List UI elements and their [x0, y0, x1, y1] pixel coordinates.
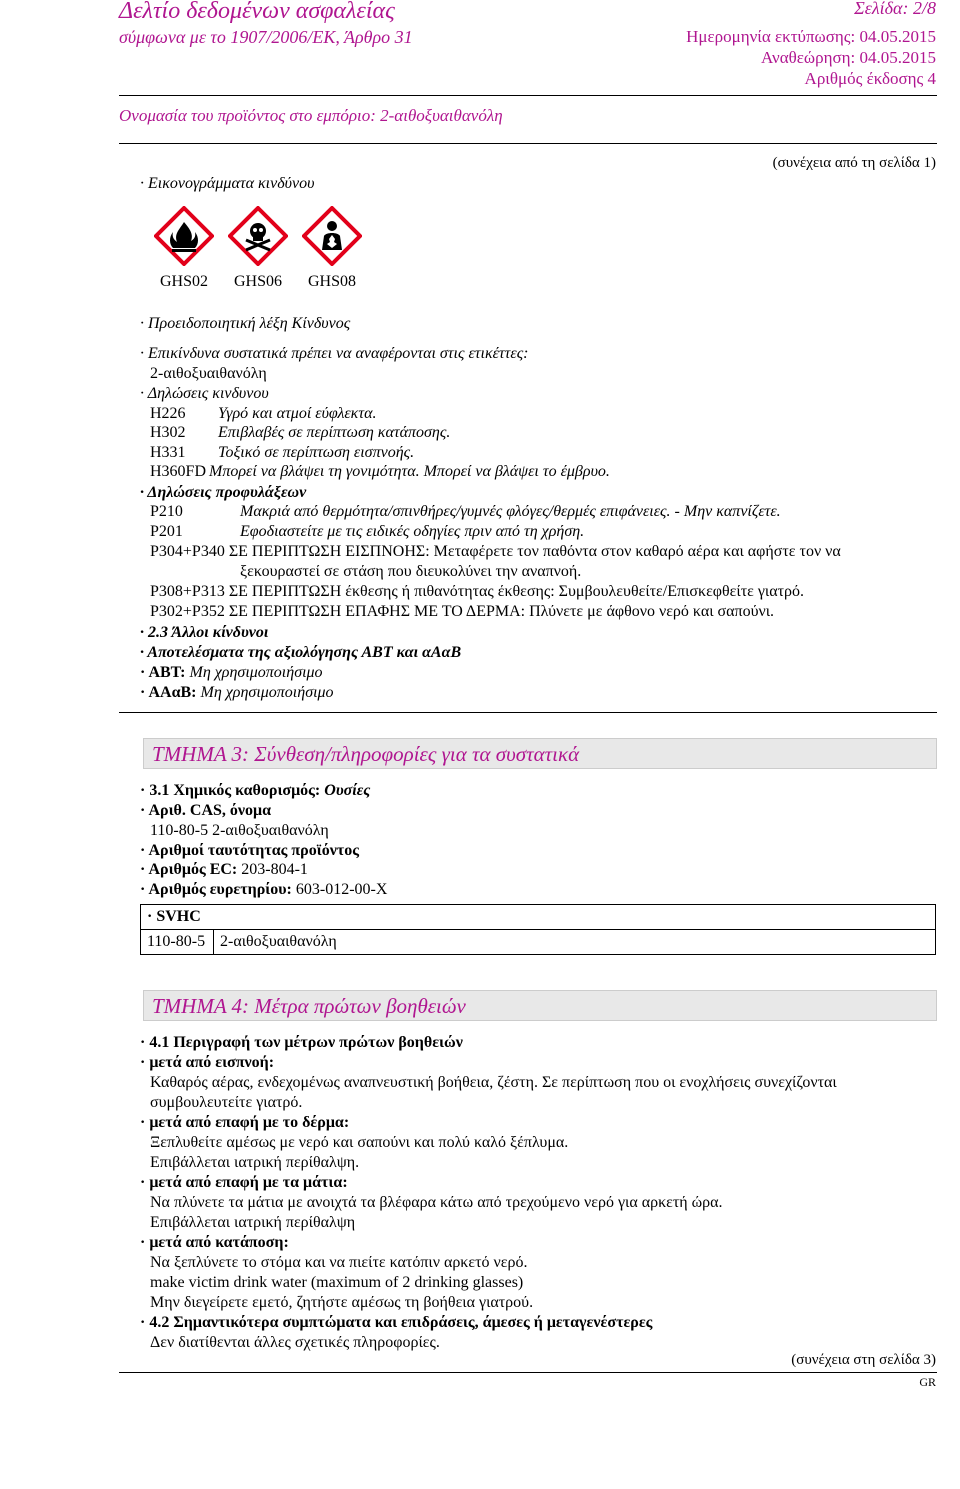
pbt-label: · ΑΒΤ: — [140, 664, 186, 681]
flame-icon — [154, 206, 214, 266]
pictogram-code-ghs02: GHS02 — [160, 273, 209, 290]
hazard-components-label: · Επικίνδυνα συστατικά πρέπει να αναφέρονται στις ετικέττες: — [140, 345, 529, 362]
hazard-components-value: 2-αιθοξυαιθανόλη — [150, 365, 267, 382]
pictogram-code-ghs06: GHS06 — [234, 273, 283, 290]
country-code: GR — [919, 1375, 936, 1389]
eye-line1: Να πλύνετε τα μάτια με ανοιχτά τα βλέφαρα κάτω από τρεχούμενο νερό για αρκετή ώρα. — [150, 1194, 723, 1211]
revision-date: Αναθεώρηση: 04.05.2015 — [761, 48, 936, 67]
first-aid-heading: · 4.1 Περιγραφή των μέτρων πρώτων βοηθειών — [140, 1034, 463, 1051]
version-number: Αριθμός έκδοσης 4 — [804, 69, 936, 88]
continued-from: (συνέχεια από τη σελίδα 1) — [772, 155, 936, 171]
p210-text: Μακριά από θερμότητα/σπινθήρες/γυμνές φλόγες/θερμές επιφάνειες. - Μην καπνίζετε. — [240, 503, 781, 520]
p201-code: P201 — [150, 523, 183, 540]
p304-line2: ξεκουραστεί σε στάση που διευκολύνει την αναπνοή. — [240, 563, 582, 580]
svhc-name: 2-αιθοξυαιθανόλη — [214, 930, 936, 955]
cas-value: 110-80-5 2-αιθοξυαιθανόλη — [150, 822, 329, 839]
pictogram-code-ghs08: GHS08 — [308, 273, 357, 290]
hazard-code: H331 — [150, 444, 186, 461]
p304-line1: P304+P340 ΣΕ ΠΕΡΙΠΤΩΣΗ ΕΙΣΠΝΟΗΣ: Μεταφέρετε τον παθόντα στον καθαρό αέρα και αφήστε τον να — [150, 543, 841, 560]
hazard-text: Μπορεί να βλάψει τη γονιμότητα. Μπορεί να βλάψει το έμβρυο. — [209, 463, 610, 480]
table-row — [141, 930, 936, 955]
signal-word-value: Κίνδυνος — [291, 315, 351, 332]
section-3-title: ΤΜΗΜΑ 3: Σύνθεση/πληροφορίες για τα συστατικά — [152, 742, 580, 766]
p302-text: P302+P352 ΣΕ ΠΕΡΙΠΤΩΣΗ ΕΠΑΦΗΣ ΜΕ ΤΟ ΔΕΡΜΑ: Πλύνετε με άφθονο νερό και σαπούνι. — [150, 603, 775, 620]
ingestion-line2: make victim drink water (maximum of 2 drinking glasses) — [150, 1274, 524, 1291]
ingestion-line1: Να ξεπλύνετε το στόμα και να πιείτε κατόπιν αρκετό νερό. — [150, 1254, 528, 1271]
table-row — [141, 905, 936, 930]
identifiers-label: · Αριθμοί ταυτότητας προϊόντος — [140, 842, 359, 859]
pictograms-heading: · Εικονογράμματα κινδύνου — [140, 175, 315, 192]
symptoms-text: Δεν διατίθενται άλλες σχετικές πληροφορίες. — [150, 1334, 440, 1351]
section-3-header — [119, 738, 937, 769]
p201-text: Εφοδιαστείτε με τις ειδικές οδηγίες πριν από τη χρήση. — [240, 523, 585, 540]
continued-to: (συνέχεια στη σελίδα 3) — [791, 1352, 936, 1368]
ec-label: · Αριθμός EC: — [140, 861, 238, 878]
hazard-text: Υγρό και ατμοί εύφλεκτα. — [218, 405, 377, 422]
symptoms-heading: · 4.2 Σημαντικότερα συμπτώματα και επιδράσεις, άμεσες ή μεταγενέστερες — [140, 1314, 653, 1331]
signal-word-label: · Προειδοποιητική λέξη — [140, 315, 288, 332]
svhc-cas: 110-80-5 — [141, 930, 214, 955]
chem-char-label: · 3.1 Χημικός καθορισμός: — [140, 782, 321, 799]
chem-char-value: Ουσίες — [324, 782, 371, 799]
section-4-header — [119, 990, 937, 1021]
ingestion-label: · μετά από κατάποση: — [140, 1234, 289, 1251]
page-number: Σελίδα: 2/8 — [854, 0, 936, 18]
hazard-code: H226 — [150, 405, 186, 422]
skin-line2: Επιβάλλεται ιατρική περίθαλψη. — [150, 1154, 360, 1171]
skin-line1: Ξεπλυθείτε αμέσως με νερό και σαπούνι και πολύ καλό ξέπλυμα. — [150, 1134, 569, 1151]
eye-line2: Επιβάλλεται ιατρική περίθαλψη — [150, 1214, 356, 1231]
skull-crossbones-icon — [228, 206, 288, 266]
hazard-statements-label: · Δηλώσεις κινδυνου — [140, 385, 269, 402]
vpvb-label: · ΑΑαΒ: — [140, 684, 197, 701]
document-title: Δελτίο δεδομένων ασφαλείας — [119, 0, 395, 24]
p308-text: P308+P313 ΣΕ ΠΕΡΙΠΤΩΣΗ έκθεσης ή πιθανότητας έκθεσης: Συμβουλευθείτε/Επισκεφθείτε γιατρό. — [150, 583, 805, 600]
p210-code: P210 — [150, 503, 183, 520]
index-label: · Αριθμός ευρετηρίου: — [140, 881, 292, 898]
inhalation-label: · μετά από εισπνοή: — [140, 1054, 275, 1071]
other-hazards-heading: · 2.3 Άλλοι κίνδυνοι — [140, 624, 269, 641]
svhc-table — [140, 904, 936, 955]
inhalation-line1: Καθαρός αέρας, ενδεχομένως αναπνευστική βοήθεια, ζέστη. Σε περίπτωση που οι ενοχλήσεις συνεχίζονται — [150, 1074, 837, 1091]
regulation-subtitle: σύμφωνα με το 1907/2006/ΕΚ, Άρθρο 31 — [119, 27, 413, 47]
index-value: 603-012-00-X — [295, 881, 388, 898]
vpvb-value: Μη χρησιμοποιήσιμο — [200, 684, 334, 701]
hazard-code: H302 — [150, 424, 186, 441]
ingestion-line3: Μην διεγείρετε εμετό, ζητήστε αμέσως τη βοήθεια γιατρού. — [150, 1294, 534, 1311]
precautionary-label: · Δηλώσεις προφυλάξεων — [140, 484, 307, 501]
product-name: Ονομασία του προϊόντος στο εμπόριο: 2-αιθοξυαιθανόλη — [119, 106, 503, 125]
inhalation-line2: συμβουλευτείτε γιατρό. — [150, 1094, 303, 1111]
health-hazard-icon — [302, 206, 362, 266]
ec-value: 203-804-1 — [241, 861, 308, 878]
skin-label: · μετά από επαφή με το δέρμα: — [140, 1114, 350, 1131]
pbt-value: Μη χρησιμοποιήσιμο — [189, 664, 323, 681]
hazard-code: H360FD — [150, 463, 207, 480]
section-4-title: ΤΜΗΜΑ 4: Μέτρα πρώτων βοηθειών — [152, 994, 466, 1018]
cas-label: · Αριθ. CAS, όνομα — [140, 802, 272, 819]
pbt-heading: · Αποτελέσματα της αξιολόγησης ΑΒΤ και αΑαΒ — [140, 644, 462, 661]
print-date: Ημερομηνία εκτύπωσης: 04.05.2015 — [686, 27, 936, 46]
hazard-text: Επιβλαβές σε περίπτωση κατάποσης. — [218, 424, 451, 441]
svhc-label: · SVHC — [141, 905, 936, 930]
hazard-text: Τοξικό σε περίπτωση εισπνοής. — [218, 444, 415, 461]
eye-label: · μετά από επαφή με τα μάτια: — [140, 1174, 348, 1191]
